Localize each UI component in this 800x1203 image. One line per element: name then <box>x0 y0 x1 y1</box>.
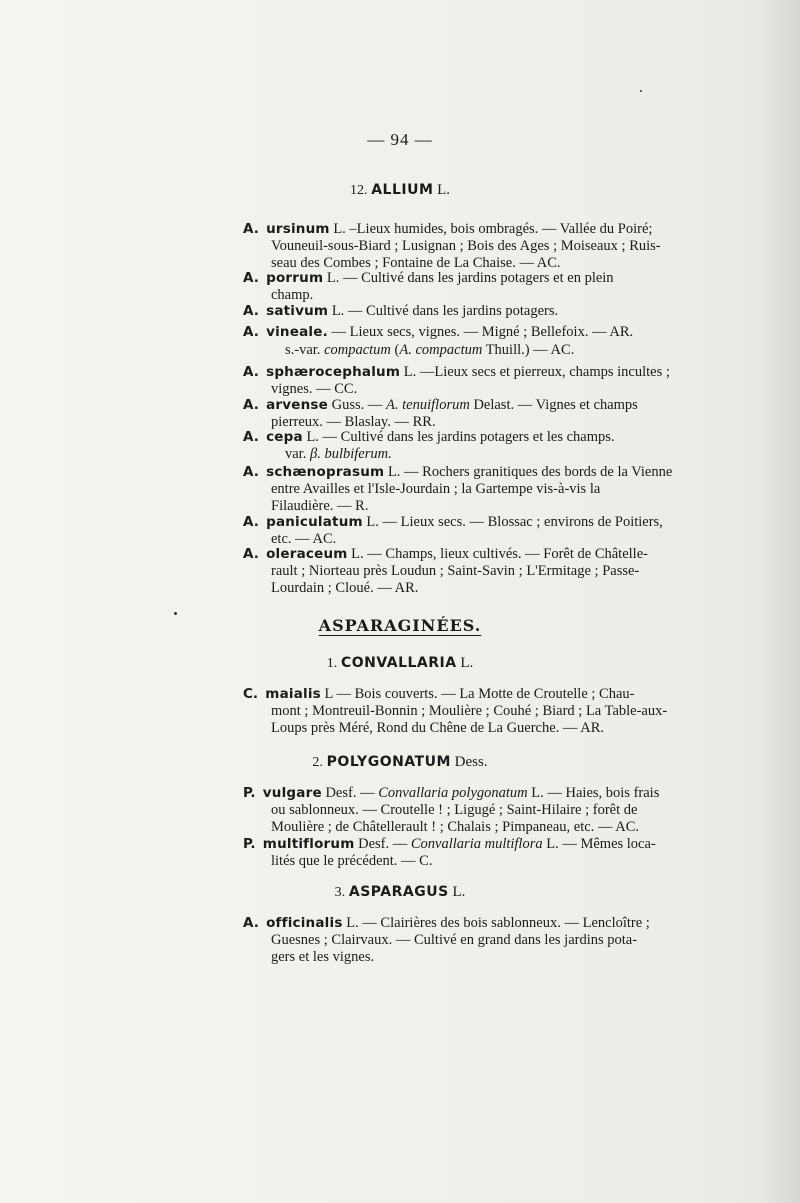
entry-line: ou sablonneux. — Croutelle ! ; Ligugé ; Saint-Hilaire ; forêt de <box>271 802 638 818</box>
entry-line <box>243 514 679 531</box>
genus-abbr: A. <box>243 303 259 319</box>
entry-line <box>243 836 679 853</box>
species-name: schænoprasum <box>266 464 385 480</box>
species-entry-paniculatum <box>243 514 679 548</box>
entry-line <box>243 546 679 563</box>
genus-number: 12. <box>349 183 368 198</box>
genus-abbr: C. <box>243 686 259 702</box>
genus-heading-polygonatum <box>0 754 800 771</box>
page-edge-shadow <box>760 0 800 1203</box>
species-entry-vulgare <box>243 785 679 836</box>
entry-line: Loups près Méré, Rond du Chêne de La Guerche. — AR. <box>271 720 605 736</box>
species-name: sativum <box>266 303 329 319</box>
genus-heading-convallaria <box>0 655 800 672</box>
entry-text: Desf. — <box>358 836 411 852</box>
page-number: — 94 — <box>367 130 433 149</box>
var-name: β. bulbiferum. <box>309 446 392 462</box>
species-name: vulgare <box>262 785 322 801</box>
species-name: ursinum <box>266 221 330 237</box>
entry-line <box>243 429 679 446</box>
genus-abbr: A. <box>243 915 259 931</box>
genus-authority: L. <box>460 655 474 671</box>
subvar-name: compactum <box>324 342 391 358</box>
genus-number: 3. <box>334 885 346 900</box>
entry-line <box>243 397 679 414</box>
entry-text: L. — Champs, lieux cultivés. — Forêt de Châtelle- <box>351 546 648 562</box>
genus-abbr: P. <box>243 836 256 852</box>
synonym-name: Convallaria polygonatum <box>378 785 528 801</box>
subvariety-compactum <box>285 342 574 359</box>
species-name: oleraceum <box>266 546 348 562</box>
genus-name: POLYGONATUM <box>326 754 451 770</box>
genus-abbr: A. <box>243 429 259 445</box>
entry-line: gers et les vignes. <box>271 949 375 965</box>
genus-number: 2. <box>312 755 323 770</box>
entry-line: lités que le précédent. — C. <box>271 853 433 869</box>
genus-abbr: A. <box>243 397 259 413</box>
entry-text: L. — Cultivé dans les jardins potagers et en plein <box>326 270 614 286</box>
species-name: sphærocephalum <box>266 364 401 380</box>
species-name: vineale. <box>266 324 328 340</box>
species-name: maialis <box>265 686 321 702</box>
subvar-paren: ( <box>394 342 400 358</box>
entry-line <box>243 221 679 238</box>
entry-text: Guss. — <box>331 397 387 413</box>
ink-speck <box>174 612 177 615</box>
entry-text: L. — Rochers granitiques des bords de la Vienne <box>387 464 673 480</box>
genus-heading-asparagus <box>0 884 800 901</box>
genus-name: ALLIUM <box>371 182 434 198</box>
genus-abbr: A. <box>243 514 259 530</box>
species-entry-schaenoprasum <box>243 464 679 515</box>
species-name: officinalis <box>266 915 343 931</box>
subvar-synonym: A. compactum <box>399 342 483 358</box>
genus-abbr: A. <box>243 464 259 480</box>
entry-text: L. –Lieux humides, bois ombragés. — Vallée du Poiré; <box>333 221 653 237</box>
entry-text: L. — Cultivé dans les jardins potagers et les champs. <box>306 429 615 445</box>
entry-line: champ. <box>271 287 314 303</box>
entry-text: Delast. — Vignes et champs <box>469 397 638 413</box>
entry-line: Moulière ; de Châtellerault ! ; Chalais ; Pimpaneau, etc. — AC. <box>271 819 640 835</box>
subvar-rest: Thuill.) — AC. <box>485 342 575 358</box>
genus-name: CONVALLARIA <box>340 655 457 671</box>
var-prefix: var. <box>285 446 307 462</box>
species-entry-vineale <box>243 324 679 341</box>
entry-line: Vouneuil-sous-Biard ; Lusignan ; Bois des Ages ; Moiseaux ; Ruis- <box>271 238 661 254</box>
genus-authority: Dess. <box>454 754 488 770</box>
entry-line <box>243 785 679 802</box>
entry-line <box>243 324 679 341</box>
entry-text: L — Bois couverts. — La Motte de Croutelle ; Chau- <box>324 686 635 702</box>
species-entry-arvense <box>243 397 679 431</box>
entry-text: L. — Mêmes loca- <box>542 836 656 852</box>
entry-text: L. — Clairières des bois sablonneux. — Lencloître ; <box>346 915 650 931</box>
genus-abbr: A. <box>243 221 259 237</box>
entry-line <box>243 686 679 703</box>
genus-abbr: A. <box>243 546 259 562</box>
entry-line: seau des Combes ; Fontaine de La Chaise. — AC. <box>271 255 561 271</box>
variety-bulbiferum <box>285 446 392 463</box>
entry-line: Guesnes ; Clairvaux. — Cultivé en grand dans les jardins pota- <box>271 932 638 948</box>
entry-line <box>243 364 679 381</box>
ink-speck <box>640 90 642 92</box>
entry-line: mont ; Montreuil-Bonnin ; Moulière ; Couhé ; Biard ; La Table-aux- <box>271 703 668 719</box>
entry-line: entre Availles et l'Isle-Jourdain ; la Gartempe vis-à-vis la <box>271 481 601 497</box>
genus-abbr: A. <box>243 324 259 340</box>
entry-line: vignes. — CC. <box>271 381 358 397</box>
entry-text: — Lieux secs, vignes. — Migné ; Bellefoix. — AR. <box>331 324 634 340</box>
species-name: multiflorum <box>262 836 355 852</box>
entry-text: L. — Haies, bois frais <box>527 785 660 801</box>
species-entry-cepa <box>243 429 679 446</box>
entry-line: Lourdain ; Cloué. — AR. <box>271 580 419 596</box>
species-name: porrum <box>266 270 324 286</box>
entry-line: etc. — AC. <box>271 531 337 547</box>
entry-line: rault ; Niorteau près Loudun ; Saint-Savin ; L'Ermitage ; Passe- <box>271 563 640 579</box>
species-entry-multiflorum <box>243 836 679 870</box>
entry-line: Filaudière. — R. <box>271 498 369 514</box>
species-entry-oleraceum <box>243 546 679 597</box>
species-entry-sativum <box>243 303 679 320</box>
genus-authority: L. <box>452 884 466 900</box>
genus-authority: L. <box>437 182 451 198</box>
genus-abbr: P. <box>243 785 256 801</box>
entry-line <box>243 464 679 481</box>
entry-text: Desf. — <box>325 785 379 801</box>
genus-abbr: A. <box>243 364 259 380</box>
species-entry-porrum <box>243 270 679 304</box>
entry-line <box>243 915 679 932</box>
subvar-prefix: s.-var. <box>285 342 321 358</box>
species-name: arvense <box>266 397 329 413</box>
entry-text: L. — Cultivé dans les jardins potagers. <box>331 303 559 319</box>
synonym-name: Convallaria multiflora <box>410 836 543 852</box>
entry-line <box>243 303 679 320</box>
species-name: paniculatum <box>266 514 363 530</box>
species-name: cepa <box>266 429 303 445</box>
entry-text: L. —Lieux secs et pierreux, champs incultes ; <box>403 364 670 380</box>
species-entry-maialis <box>243 686 679 737</box>
species-entry-ursinum <box>243 221 679 272</box>
species-entry-officinalis <box>243 915 679 966</box>
genus-name: ASPARAGUS <box>348 884 449 900</box>
species-entry-sphaerocephalum <box>243 364 679 398</box>
entry-line: pierreux. — Blaslay. — RR. <box>271 414 436 430</box>
genus-number: 1. <box>326 656 338 671</box>
genus-heading-allium <box>0 182 800 199</box>
entry-text: L. — Lieux secs. — Blossac ; environs de Poitiers, <box>366 514 663 530</box>
genus-abbr: A. <box>243 270 259 286</box>
entry-line <box>243 270 679 287</box>
family-heading: ASPARAGINÉES. <box>318 616 482 635</box>
synonym-name: A. tenuiflorum <box>386 397 470 413</box>
